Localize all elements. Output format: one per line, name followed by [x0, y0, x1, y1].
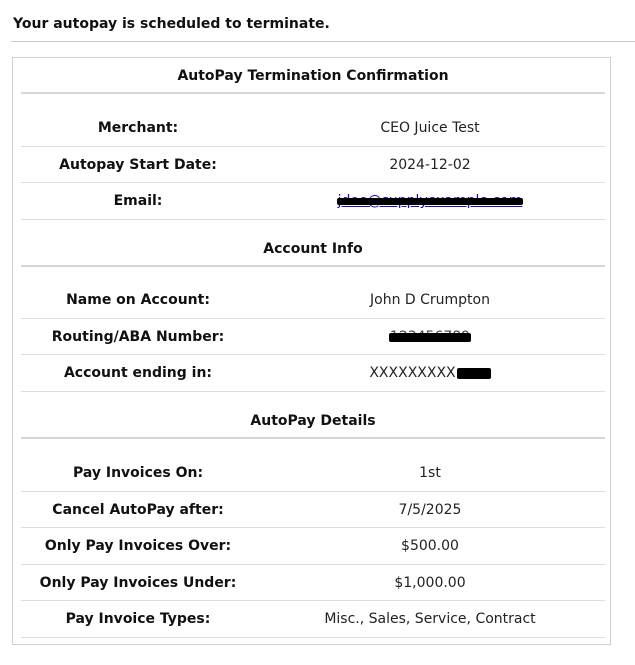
section-title-autopay-details: AutoPay Details	[250, 413, 376, 429]
row-invoice-types	[21, 601, 605, 637]
routing-number-redacted	[390, 319, 470, 355]
redaction-bar	[457, 368, 491, 379]
section-title-account-info: Account Info	[263, 241, 363, 257]
row-divider	[21, 637, 605, 638]
row-label: Email:	[113, 193, 163, 209]
page-message: Your autopay is scheduled to terminate.	[13, 16, 330, 32]
row-label: Only Pay Invoices Over:	[44, 538, 232, 554]
row-max-invoice	[21, 565, 605, 601]
row-label: Autopay Start Date:	[59, 157, 217, 173]
row-label: Merchant:	[97, 120, 179, 136]
row-value: $500.00	[401, 538, 459, 554]
redaction-bar	[389, 333, 471, 342]
row-value	[255, 319, 605, 355]
redaction-bar	[337, 198, 524, 205]
row-label: Only Pay Invoices Under:	[39, 575, 237, 591]
row-value: 7/5/2025	[398, 502, 462, 518]
row-value	[255, 183, 605, 219]
section-title-confirmation: AutoPay Termination Confirmation	[177, 68, 449, 84]
section-divider	[21, 265, 605, 267]
autopay-termination-card	[12, 57, 611, 645]
row-value: 2024-12-02	[389, 157, 471, 173]
row-value: Misc., Sales, Service, Contract	[324, 611, 536, 627]
row-value: CEO Juice Test	[380, 120, 480, 136]
row-label: Pay Invoice Types:	[65, 611, 211, 627]
row-routing-number	[21, 319, 605, 355]
row-divider	[21, 219, 605, 220]
row-min-invoice	[21, 528, 605, 564]
row-label: Name on Account:	[66, 292, 210, 308]
row-label: Routing/ABA Number:	[51, 329, 225, 345]
row-cancel-autopay-after	[21, 492, 605, 528]
row-autopay-start-date	[21, 147, 605, 183]
row-merchant	[21, 110, 605, 146]
section-divider	[21, 437, 605, 439]
account-mask: XXXXXXXXX	[369, 365, 456, 381]
row-pay-invoices-on	[21, 455, 605, 491]
row-value: John D Crumpton	[370, 292, 490, 308]
header-divider	[11, 41, 635, 42]
row-label: Pay Invoices On:	[72, 465, 204, 481]
row-account-ending	[21, 355, 605, 391]
row-value: 1st	[419, 465, 441, 481]
row-divider	[21, 391, 605, 392]
row-value: $1,000.00	[394, 575, 466, 591]
row-email	[21, 183, 605, 219]
row-label: Account ending in:	[63, 365, 213, 381]
section-divider	[21, 92, 605, 94]
row-label: Cancel AutoPay after:	[52, 502, 224, 518]
row-name-on-account	[21, 282, 605, 318]
email-link[interactable]	[338, 183, 523, 219]
row-value	[255, 355, 605, 391]
